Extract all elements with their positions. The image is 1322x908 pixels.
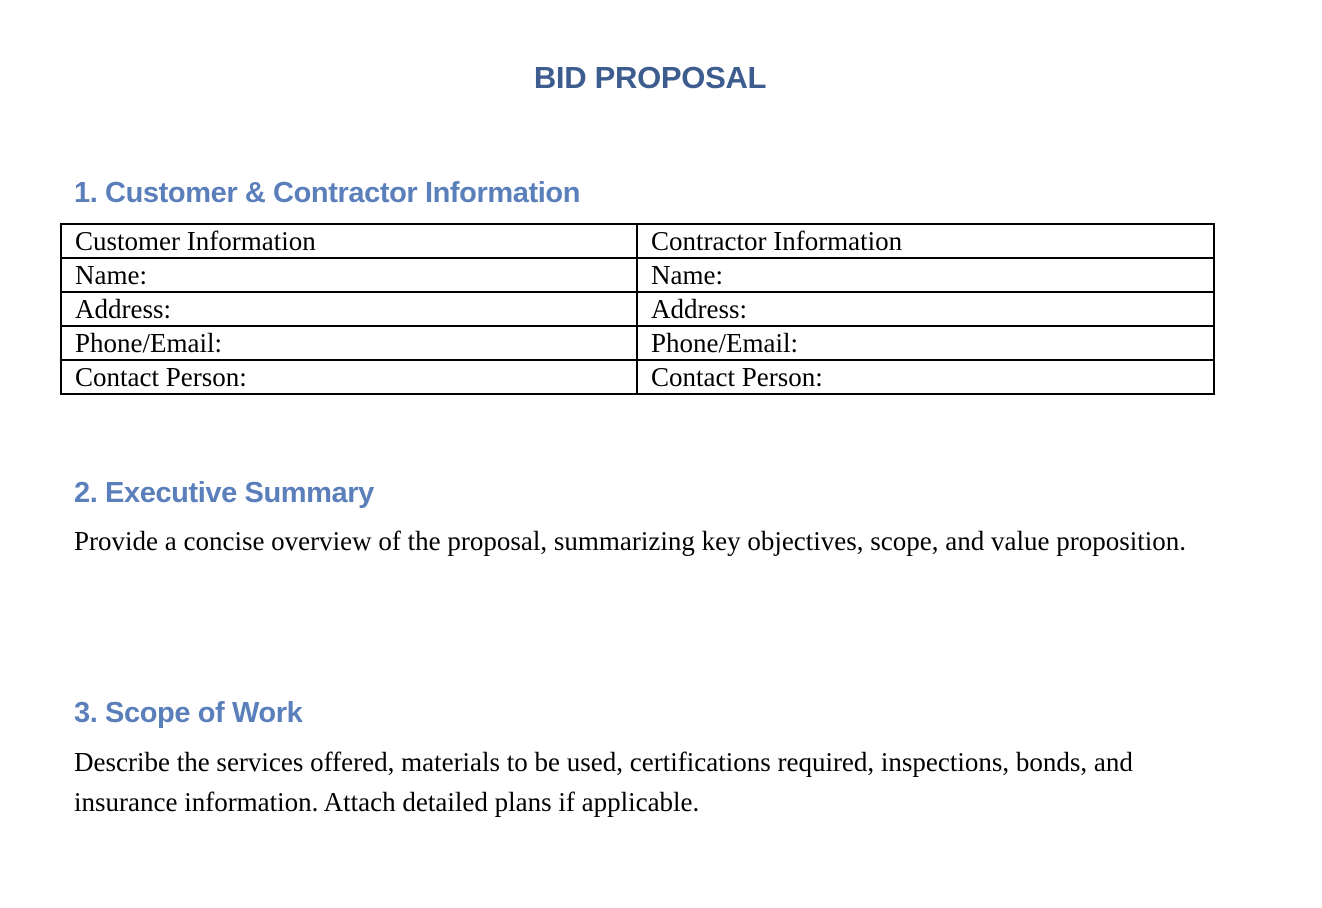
customer-phone-email-cell[interactable]: Phone/Email: xyxy=(61,326,637,360)
section-heading-scope-of-work: 3. Scope of Work xyxy=(74,697,303,729)
document-title: BID PROPOSAL xyxy=(533,60,767,95)
table-row xyxy=(61,326,1214,360)
scope-of-work-text: Describe the services offered, materials to be used, certifications required, inspections, bonds, and insurance information. Attach detailed plans if applicable. xyxy=(74,747,1133,817)
customer-contact-person-cell[interactable]: Contact Person: xyxy=(61,360,637,394)
section-heading-executive-summary: 2. Executive Summary xyxy=(74,477,374,509)
contractor-name-cell[interactable]: Name: xyxy=(637,258,1214,292)
table-row xyxy=(61,360,1214,394)
contractor-info-header: Contractor Information xyxy=(637,224,1214,258)
table-header-row xyxy=(61,224,1214,258)
customer-info-header: Customer Information xyxy=(61,224,637,258)
customer-name-cell[interactable]: Name: xyxy=(61,258,637,292)
contractor-phone-email-cell[interactable]: Phone/Email: xyxy=(637,326,1214,360)
section-heading-customer-contractor-info: 1. Customer & Contractor Information xyxy=(74,177,581,209)
customer-contractor-table xyxy=(60,223,1215,395)
table-row xyxy=(61,258,1214,292)
contractor-contact-person-cell[interactable]: Contact Person: xyxy=(637,360,1214,394)
customer-address-cell[interactable]: Address: xyxy=(61,292,637,326)
contractor-address-cell[interactable]: Address: xyxy=(637,292,1214,326)
executive-summary-text: Provide a concise overview of the proposal, summarizing key objectives, scope, and value proposition. xyxy=(74,526,1186,556)
table-row xyxy=(61,292,1214,326)
